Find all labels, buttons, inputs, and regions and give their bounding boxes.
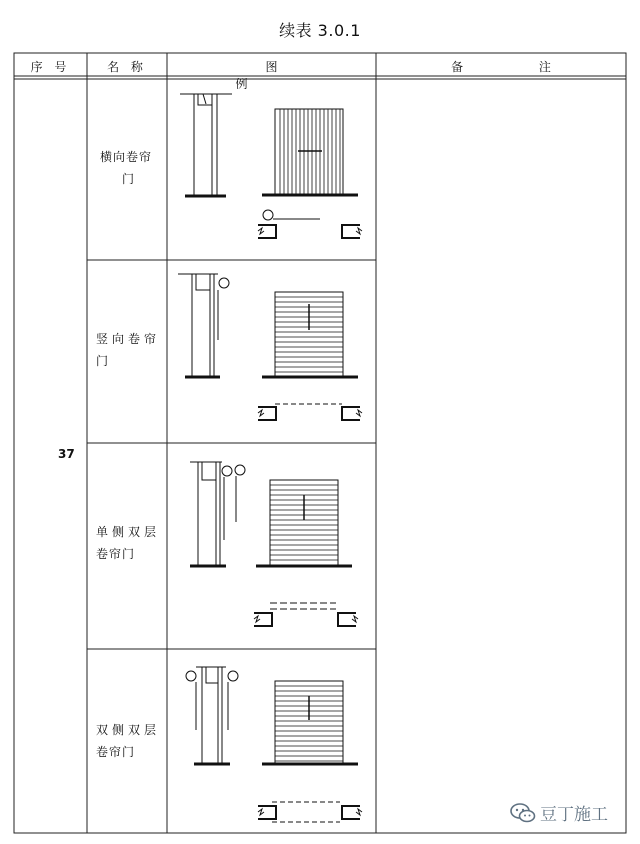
watermark-text: 豆丁施工: [540, 805, 608, 825]
item-name-line1: 双侧双层: [96, 723, 161, 737]
header-name: 名 称: [107, 60, 147, 74]
header-note: 备 注: [451, 60, 587, 74]
table-title: 续表 3.0.1: [279, 21, 361, 40]
watermark: [510, 800, 608, 828]
double-side-double-rolling-door-drawing: [186, 667, 362, 822]
item-name-line2: 卷帘门: [96, 547, 136, 561]
wechat-icon: [510, 803, 536, 828]
item-name-line1: 横向卷帘: [100, 150, 153, 164]
header-seq: 序 号: [30, 60, 71, 74]
item-name-line1: 单侧双层: [96, 525, 161, 539]
item-name-double-side: [96, 719, 170, 763]
item-name-line2: 卷帘门: [96, 745, 136, 759]
sequence-number: 37: [58, 447, 75, 461]
vertical-rolling-door-drawing: [178, 274, 362, 420]
item-name-single-side: [96, 521, 170, 565]
item-name-vertical: [96, 328, 170, 372]
single-side-double-rolling-door-drawing: [190, 462, 358, 626]
item-name-line1: 竖向卷帘: [96, 332, 161, 346]
item-name-line2: 门: [122, 172, 135, 186]
item-name-line2: 门: [96, 354, 109, 368]
item-name-horizontal: [100, 146, 174, 190]
horizontal-rolling-door-drawing: [180, 94, 362, 238]
header-legend: 图 例: [235, 60, 338, 91]
